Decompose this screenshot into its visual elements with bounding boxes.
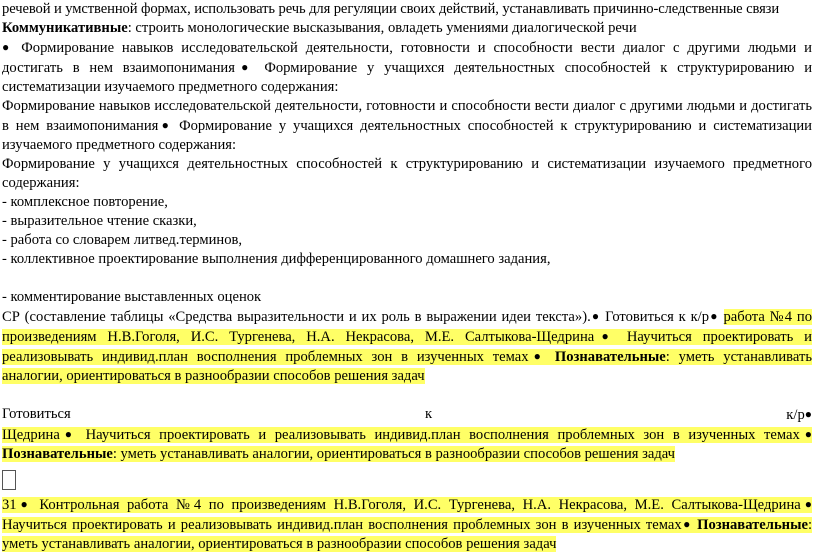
list-item: - комментирование выставленных оценок <box>2 289 262 305</box>
bullet-icon: ● <box>16 497 32 511</box>
empty-cell-box <box>2 470 16 490</box>
bullet-icon: ● <box>528 349 547 363</box>
spacer <box>2 386 812 405</box>
bullet-icon: ● <box>590 309 601 323</box>
bullet-icon: ● <box>681 517 692 531</box>
list-item: - коллективное проектирование выполнения дифференцированного домашнего задания, <box>2 251 551 267</box>
highlight-learning: Щедрина● Научиться проектировать и реализовывать индивид.план восполнения проблемных зон в изученных темах● Познавательные: уметь устанавливать аналогии, ориентироваться в разнообразии способов решения задач <box>2 427 813 462</box>
paragraph-highlight-2 <box>2 425 812 464</box>
bullet-icon: ● <box>709 309 719 323</box>
bullet-icon: ● <box>158 118 173 132</box>
list-item: - выразительное чтение сказки, <box>2 213 197 229</box>
text-line-regulation: речевой и умственной формах, использовать речь для регуляции своих действий, устанавливать причинно-следственные связи <box>2 1 780 17</box>
highlight-control-work: 31● Контрольная работа №4 по произведениям Н.В.Гоголя, И.С. Тургенева, Н.А. Некрасова, М.Е. Салтыкова-Щедрина● Научиться проектировать и реализовывать индивид.план восполнения проблемных зон в изученных темах● Познавательные: уметь устанавливать аналогии, ориентироваться в разнообразии способов решения задач <box>2 497 813 552</box>
bullet-icon: ● <box>234 60 255 74</box>
bullet-icon: ● <box>594 329 616 343</box>
highlight-test-work: работа №4 по произведениям Н.В.Гоголя, И.С. Тургенева, Н.А. Некрасова, М.Е. Салтыкова-Щедрина● Научиться проектировать и реализовывать индивид.план восполнения проблемных зон в изученных темах● Познавательные: уметь устанавливать аналогии, ориентироваться в разнообразии способов решения задач <box>2 309 813 384</box>
paragraph-control-work <box>2 495 812 554</box>
document <box>2 0 812 554</box>
label-communicative: Коммуникативные <box>2 20 128 36</box>
bullet-icon: ● <box>800 497 813 511</box>
paragraph-formation-3: Формирование у учащихся деятельностных способностей к структурированию и систематизации изучаемого предметного содержания: <box>2 156 812 191</box>
label-cognitive: Познавательные <box>697 517 808 533</box>
bullet-icon: ● <box>2 40 14 54</box>
spacer <box>2 269 812 288</box>
communicative-line: Коммуникативные: строить монологические высказывания, овладеть умениями диалогической речи <box>2 20 637 36</box>
paragraph-formation-2: Формирование навыков исследовательской деятельности, готовности и способности вести диалог с другими людьми и достигать в нем взаимопонимания● Формирование у учащихся деятельностных способностей к структурированию и систематизации изучаемого предметного содержания: <box>2 98 812 153</box>
list-item: - комплексное повторение, <box>2 194 168 210</box>
paragraph-formation-1: ● Формирование навыков исследовательской деятельности, готовности и способности вести диалог с другими людьми и достигать в нем взаимопонимания● Формирование у учащихся деятельностных способностей к структурированию и систематизации изучаемого предметного содержания: <box>2 40 813 95</box>
label-cognitive: Познавательные <box>2 446 113 462</box>
bullet-icon: ● <box>59 427 77 441</box>
prepare-line: Готовиться к к/р● <box>2 406 812 423</box>
bullet-icon: ● <box>799 427 813 441</box>
label-cognitive: Познавательные <box>554 349 666 365</box>
bullet-icon: ● <box>804 407 812 421</box>
paragraph-sr: СР (составление таблицы «Средства выразительности и их роль в выражении идеи текста»).● Готовиться к к/р● работа №4 по произведениям Н.В.Гоголя, И.С. Тургенева, Н.А. Некрасова, М.Е. Салтыкова-Щедрина● Научиться проектировать и реализовывать индивид.план восполнения проблемных зон в изученных темах● Познавательные: уметь устанавливать аналогии, ориентироваться в разнообразии способов решения задач <box>2 309 813 384</box>
list-item: - работа со словарем литвед.терминов, <box>2 232 243 248</box>
